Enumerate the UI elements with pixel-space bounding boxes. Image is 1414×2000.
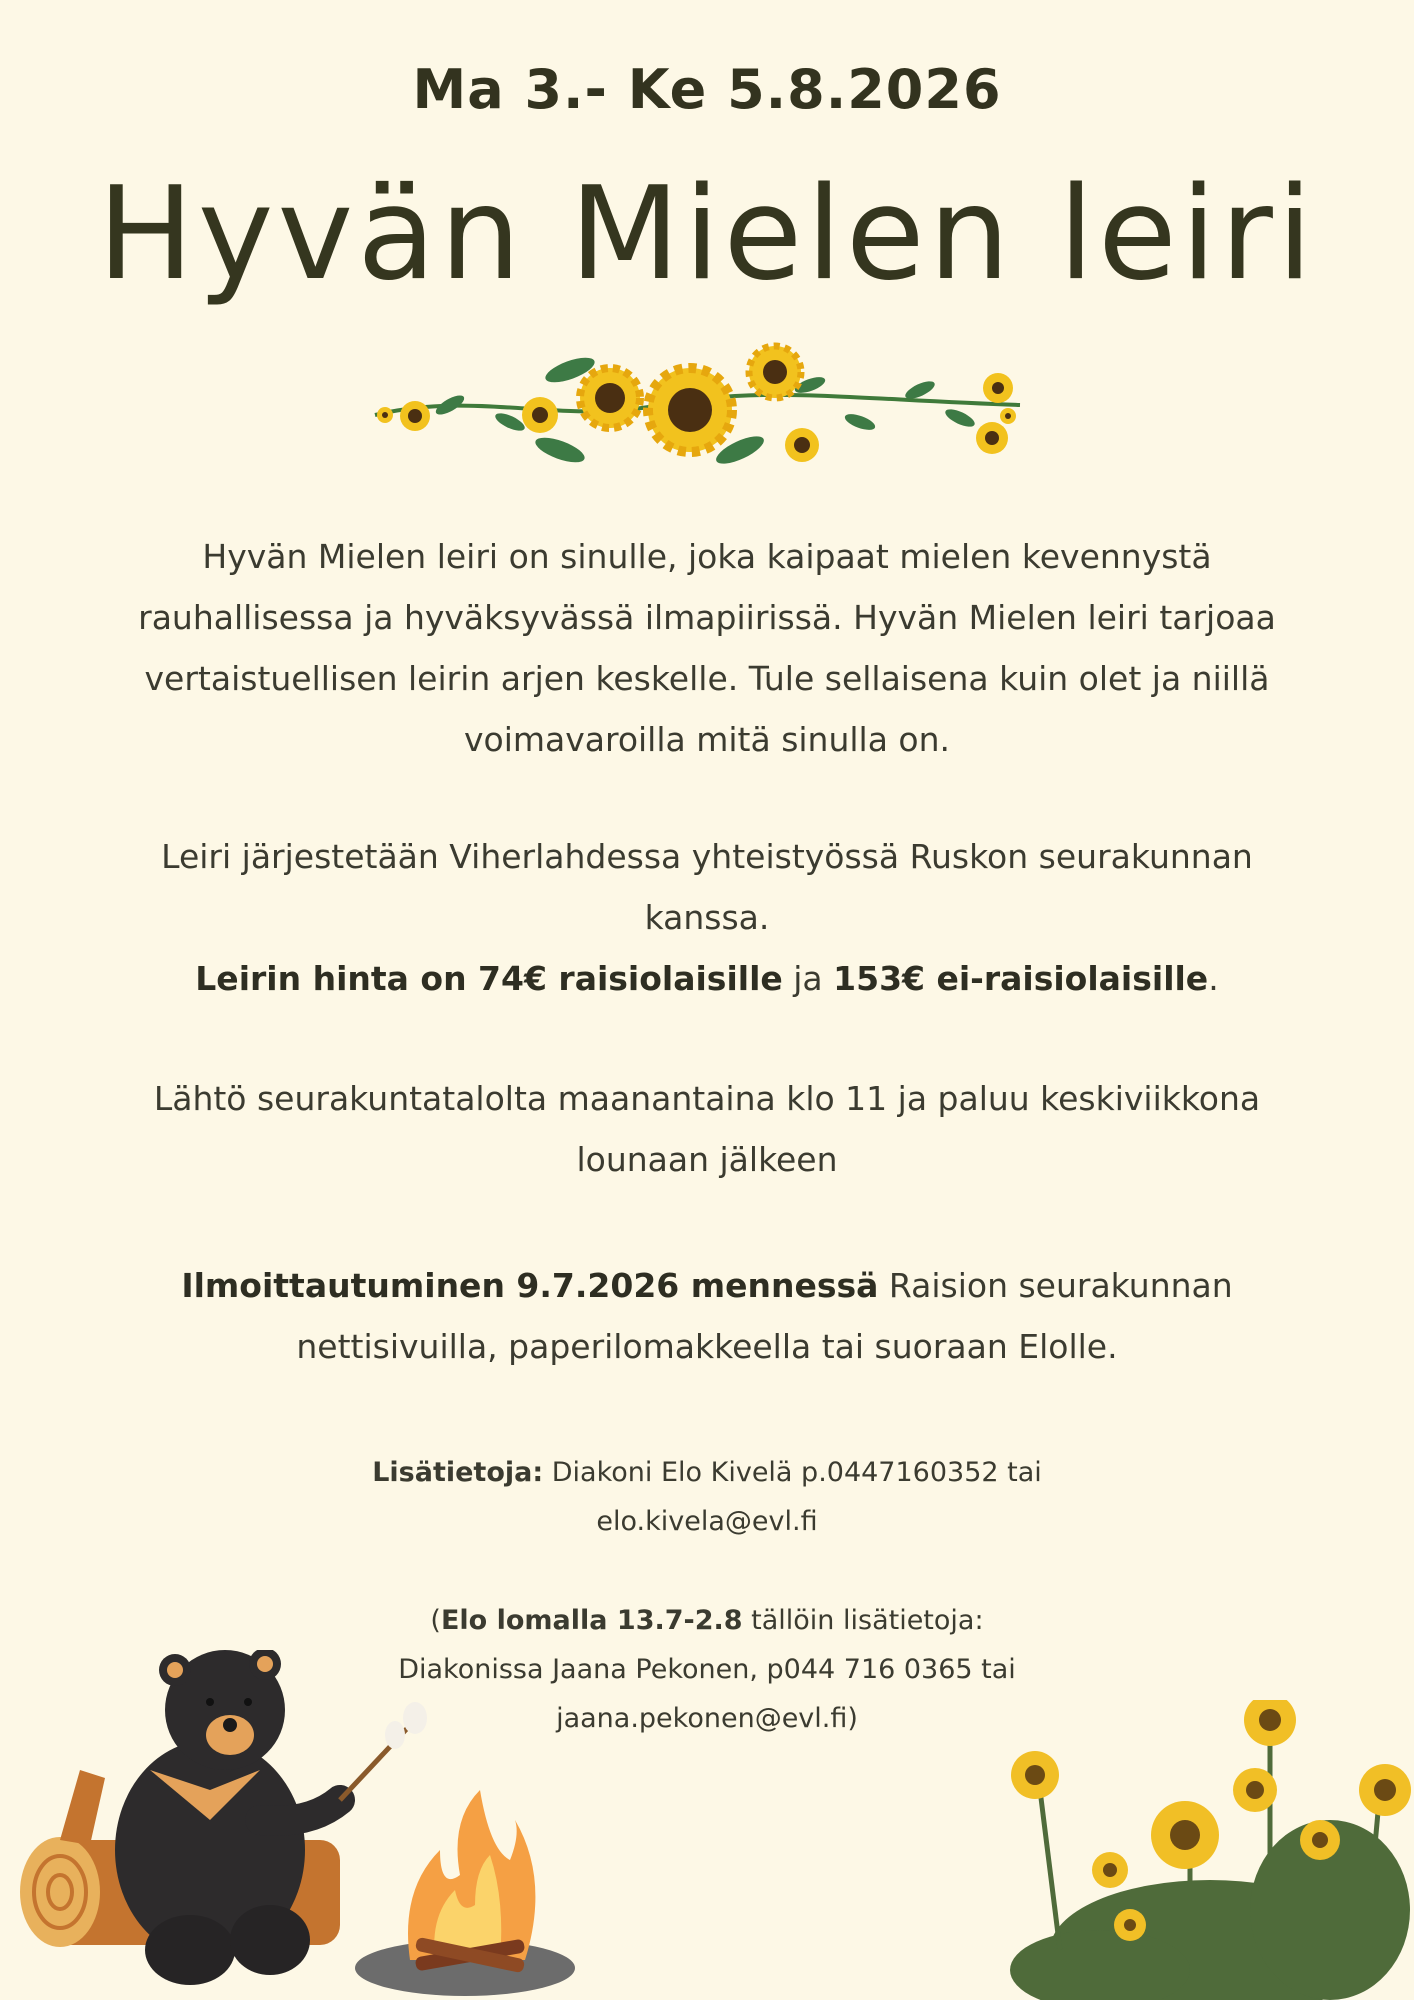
sunflower-bush-icon bbox=[980, 1700, 1414, 2000]
substitute-email[interactable]: jaana.pekonen@evl.fi) bbox=[556, 1703, 858, 1734]
location-paragraph: Leiri järjestetään Viherlahdessa yhteistyössä Ruskon seurakunnan kanssa. Leirin hinta on 74€ raisiolaisille ja 153€ ei-raisiolaisille. bbox=[0, 826, 1414, 1009]
contact-email[interactable]: elo.kivela@evl.fi bbox=[596, 1506, 818, 1537]
registration-paragraph: Ilmoittautuminen 9.7.2026 mennessä Raision seurakunnan nettisivuilla, paperilomakkeella tai suoraan Elolle. bbox=[181, 1266, 1233, 1366]
contact-info: Lisätietoja: Diakoni Elo Kivelä p.0447160352 tai elo.kivela@evl.fi bbox=[0, 1448, 1414, 1546]
price-line: Leirin hinta on 74€ raisiolaisille ja 153€ ei-raisiolaisille. bbox=[195, 959, 1219, 998]
event-date: Ma 3.- Ke 5.8.2026 bbox=[412, 58, 1002, 121]
sunflower-garland-icon bbox=[360, 330, 1040, 480]
page-title: Hyvän Mielen leiri bbox=[97, 160, 1317, 309]
departure-paragraph: Lähtö seurakuntatalolta maanantaina klo 11 ja paluu keskiviikkona lounaan jälkeen bbox=[153, 1079, 1261, 1179]
vacation-info: (Elo lomalla 13.7-2.8 tällöin lisätietoja: Diakonissa Jaana Pekonen, p044 716 0365 tai jaana.pekonen@evl.fi) bbox=[0, 1596, 1414, 1743]
bear-campfire-icon bbox=[20, 1650, 580, 2000]
intro-paragraph: Hyvän Mielen leiri on sinulle, joka kaipaat mielen kevennystä rauhallisessa ja hyväksyvässä ilmapiirissä. Hyvän Mielen leiri tarjoaa vertaistuellisen leirin arjen keskelle. Tule sellaisena kuin olet ja niillä voimavaroilla mitä sinulla on. bbox=[138, 537, 1276, 759]
